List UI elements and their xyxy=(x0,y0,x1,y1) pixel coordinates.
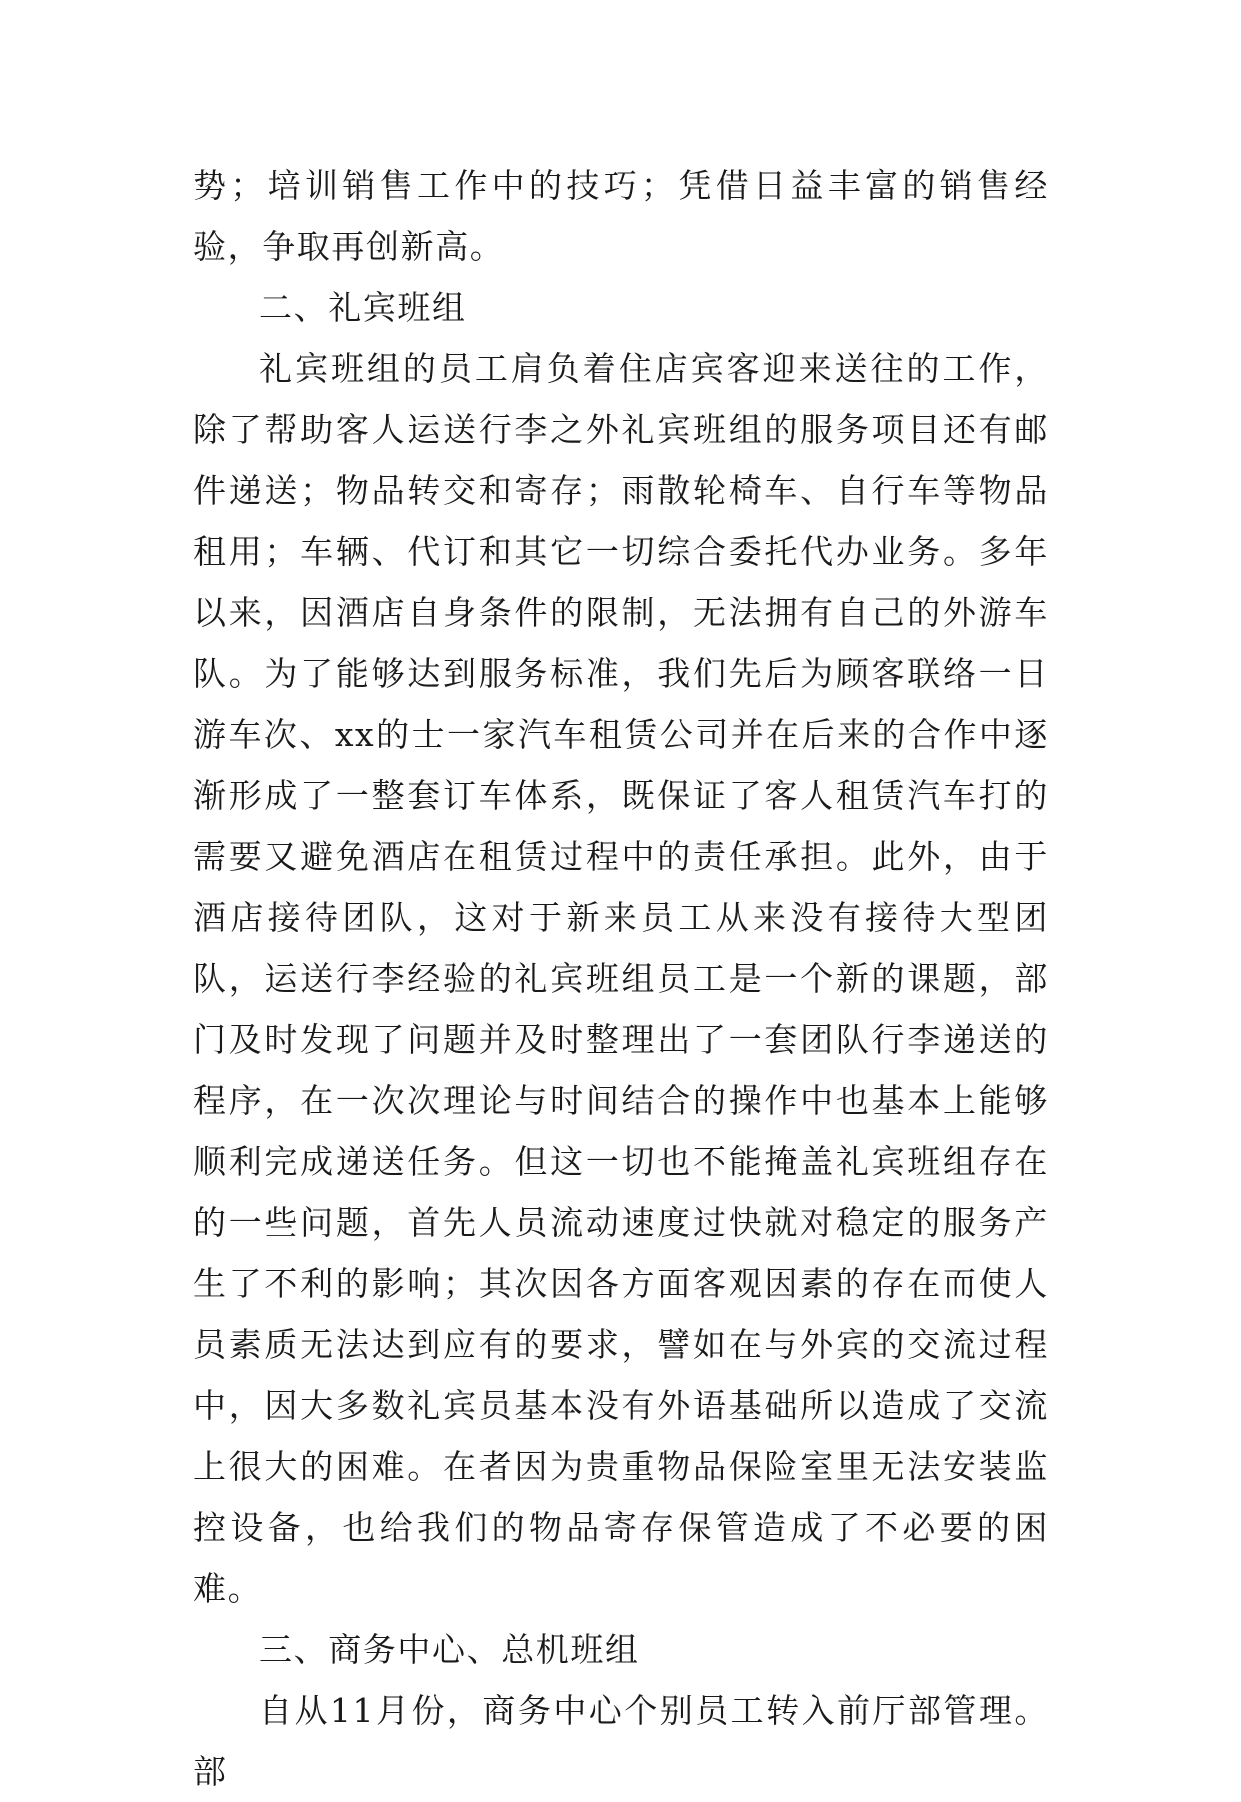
paragraph-sales-continued: 势；培训销售工作中的技巧；凭借日益丰富的销售经验，争取再创新高。 xyxy=(193,166,1049,266)
document-body xyxy=(193,155,1049,1802)
section-heading-business-center: 三、商务中心、总机班组 xyxy=(259,1630,640,1669)
section-heading-concierge: 二、礼宾班组 xyxy=(259,288,467,327)
paragraph-concierge: 礼宾班组的员工肩负着住店宾客迎来送往的工作，除了帮助客人运送行李之外礼宾班组的服务项目还有邮件递送；物品转交和寄存；雨散轮椅车、自行车等物品租用；车辆、代订和其它一切综合委托代办业务。多年以来，因酒店自身条件的限制，无法拥有自己的外游车队。为了能够达到服务标准，我们先后为顾客联络一日游车次、xx的士一家汽车租赁公司并在后来的合作中逐渐形成了一整套订车体系，既保证了客人租赁汽车打的需要又避免酒店在租赁过程中的责任承担。此外，由于酒店接待团队，这对于新来员工从来没有接待大型团队，运送行李经验的礼宾班组员工是一个新的课题，部门及时发现了问题并及时整理出了一套团队行李递送的程序，在一次次理论与时间结合的操作中也基本上能够顺利完成递送任务。但这一切也不能掩盖礼宾班组存在的一些问题，首先人员流动速度过快就对稳定的服务产生了不利的影响；其次因各方面客观因素的存在而使人员素质无法达到应有的要求，譬如在与外宾的交流过程中，因大多数礼宾员基本没有外语基础所以造成了交流上很大的困难。在者因为贵重物品保险室里无法安装监控设备，也给我们的物品寄存保管造成了不必要的困难。 xyxy=(193,349,1049,1608)
paragraph-business-center: 自从11月份，商务中心个别员工转入前厅部管理。部 xyxy=(193,1691,1049,1791)
